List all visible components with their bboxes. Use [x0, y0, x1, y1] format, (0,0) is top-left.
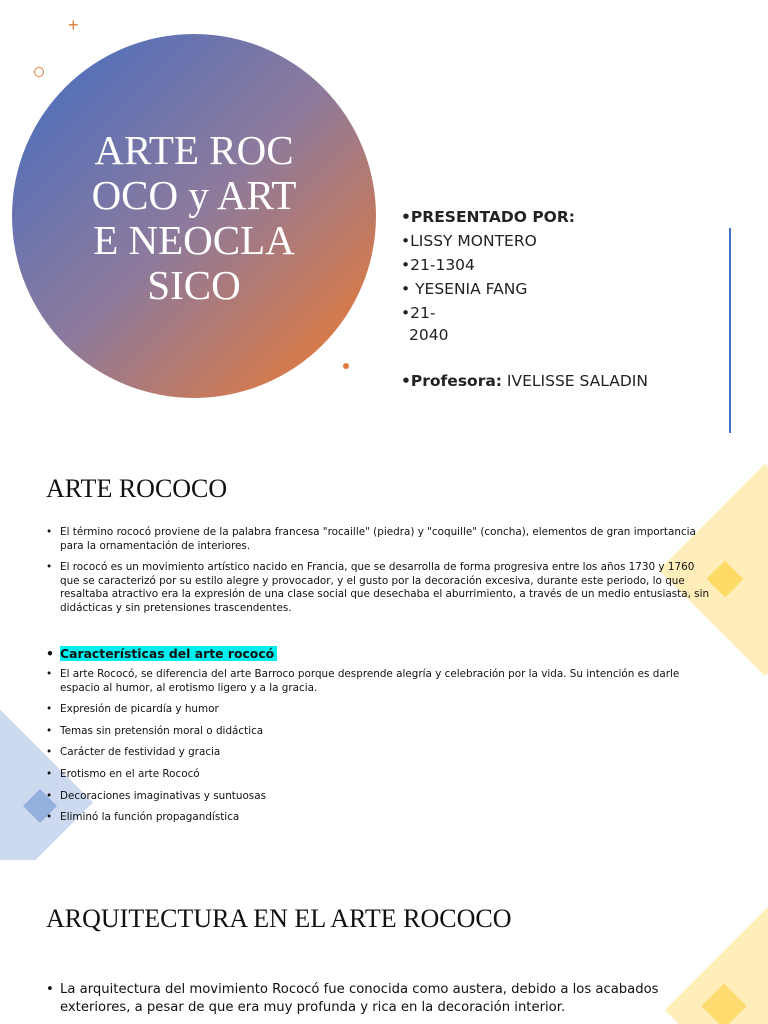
presentation-title: ARTE ROCOCO y ARTE NEOCLASICO: [91, 127, 297, 308]
list-item: • El rococó es un movimiento artístico nacido en Francia, que se desarrolla de forma progresiva entre los años 1730 y 1760 que se caracterizó por su estilo alegre y provocador, y el gusto por la decoración excesiva, durante este periodo, lo que resaltaba atractivo era la expresión de una clase social que desechaba el aburrimiento, a través de un medio entusiasta, sin didácticas y sin pretensiones trascendentes.: [46, 561, 710, 614]
presenter-id: •21-: [401, 304, 436, 322]
presenter-name: • YESENIA FANG: [401, 280, 528, 298]
professor-label: •Profesora:: [401, 372, 502, 390]
section-heading: ARQUITECTURA EN EL ARTE ROCOCO: [46, 904, 512, 933]
dot-decoration-icon: [343, 363, 349, 369]
professor-name: IVELISSE SALADIN: [502, 372, 648, 390]
rococo-slide: [0, 440, 768, 860]
ring-decoration-icon: [34, 67, 44, 77]
list-item: • El arte Rococó, se diferencia del arte Barroco porque desprende alegría y celebración por la vida. Su intención es darle espacio al humor, al erotismo ligero y a la gracia.: [46, 668, 680, 694]
presenter-id-continued: 2040: [409, 326, 449, 344]
cover-slide: [0, 0, 768, 440]
list-item: • Eliminó la función propagandística: [46, 811, 240, 824]
architecture-slide: [0, 860, 768, 1024]
architecture-list: [46, 981, 722, 1017]
list-item: • Temas sin pretensión moral o didáctica: [46, 724, 264, 737]
presenters-heading: •PRESENTADO POR:: [401, 208, 575, 226]
list-item: • La arquitectura del movimiento Rococó fue conocida como austera, debido a los acabados exteriores, a pesar de que era muy profunda y rica en la decoración interior.: [46, 982, 659, 1015]
list-item: • Decoraciones imaginativas y suntuosas: [46, 789, 267, 802]
professor-line: [401, 369, 648, 393]
plus-decoration-icon: +: [68, 15, 79, 35]
presenter-name: •LISSY MONTERO: [401, 232, 537, 250]
list-item: • Expresión de picardía y humor: [46, 703, 219, 716]
characteristics-heading: • Características del arte rococó: [46, 646, 711, 661]
section-heading: ARTE ROCOCO: [46, 474, 228, 503]
list-item: • Carácter de festividad y gracia: [46, 746, 221, 759]
highlighted-heading: Características del arte rococó: [60, 646, 277, 661]
presenters-block: [401, 205, 648, 393]
intro-list: [46, 526, 711, 624]
list-item: • Erotismo en el arte Rococó: [46, 767, 200, 780]
vertical-divider: [729, 228, 731, 433]
list-item: • El término rococó proviene de la palabra francesa "rocaille" (piedra) y "coquille" (concha), elementos de gran importancia para la ornamentación de interiores.: [46, 526, 696, 552]
title-circle: [12, 34, 376, 398]
characteristics-list: [46, 646, 711, 833]
presenter-id: •21-1304: [401, 256, 475, 274]
